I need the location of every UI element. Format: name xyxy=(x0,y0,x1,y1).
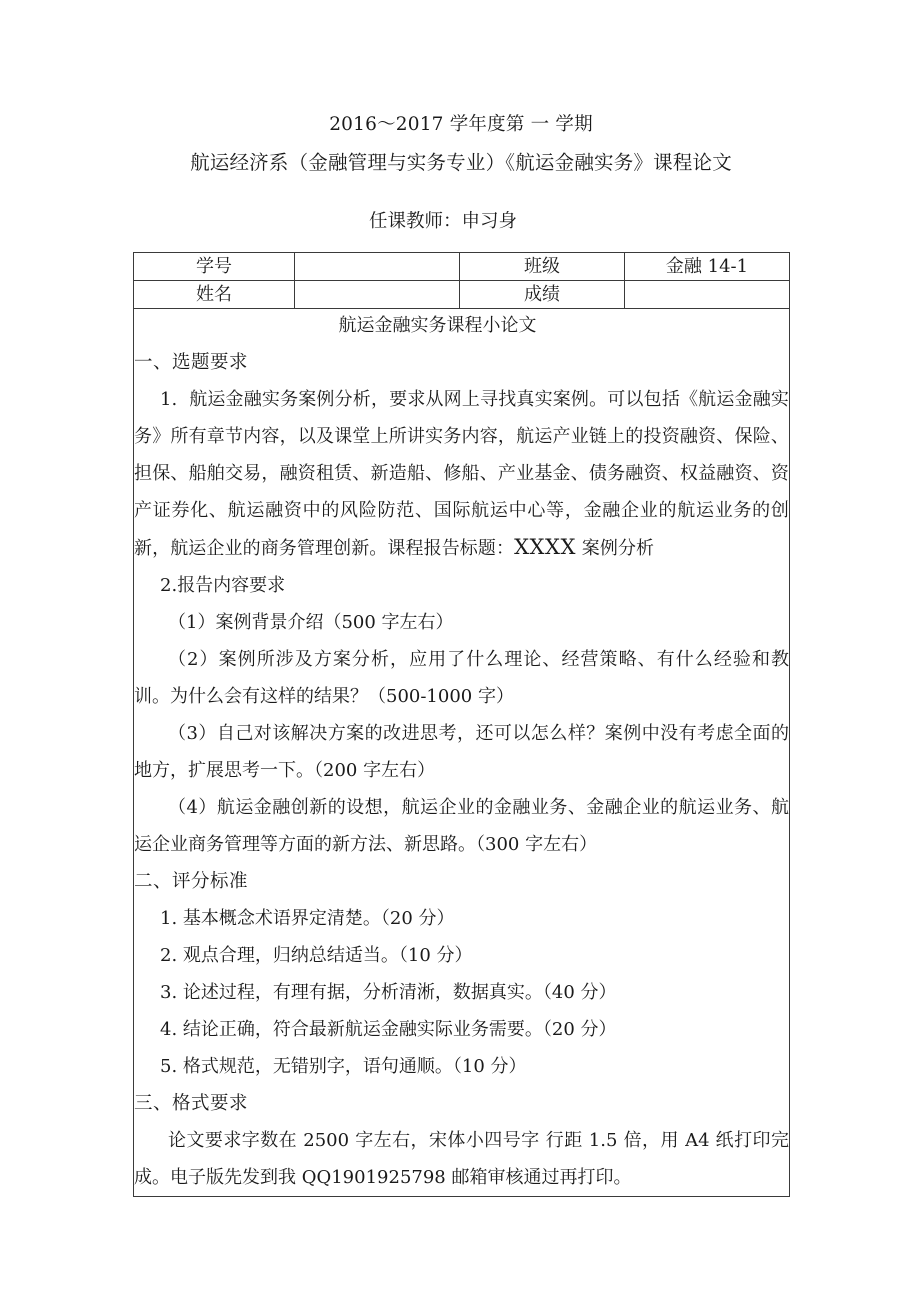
class-label: 班级 xyxy=(460,253,625,281)
report-subitem-2: （2）案例所涉及方案分析，应用了什么理论、经营策略、有什么经验和教训。为什么会有这样的结果？（500-1000 字） xyxy=(134,649,789,707)
assignment-subtitle: 航运金融实务课程小论文 xyxy=(338,315,537,336)
score-label: 成绩 xyxy=(460,281,625,309)
teacher-line: 任课教师：申习身 xyxy=(368,211,517,232)
table-row xyxy=(134,281,790,309)
criteria-item-4: 4. 结论正确，符合最新航运金融实际业务需要。（20 分） xyxy=(160,1019,617,1040)
student-name-label: 姓名 xyxy=(134,281,295,309)
section-heading-format-requirements: 三、格式要求 xyxy=(134,1093,249,1114)
student-id-label: 学号 xyxy=(134,253,295,281)
assignment-table xyxy=(133,252,790,1197)
document-header xyxy=(133,106,789,240)
item-text-2: 报告内容要求 xyxy=(177,575,286,596)
assignment-body-cell xyxy=(134,309,790,1197)
score-value[interactable] xyxy=(625,281,790,309)
criteria-item-2: 2. 观点合理，归纳总结适当。（10 分） xyxy=(160,945,473,966)
item-number-1: 1. xyxy=(160,389,178,410)
report-content-heading xyxy=(134,567,789,604)
term-line: 2016～2017 学年度第 一 学期 xyxy=(329,114,593,135)
topic-requirement-item-1 xyxy=(134,381,789,567)
student-name-value[interactable] xyxy=(295,281,460,309)
criteria-item-1: 1. 基本概念术语界定清楚。（20 分） xyxy=(160,908,455,929)
report-subitem-4: （4）航运金融创新的设想，航运企业的金融业务、金融企业的航运业务、航运企业商务管理等方面的新方法、新思路。（300 字左右） xyxy=(134,797,789,855)
item-text-1: 航运金融实务案例分析，要求从网上寻找真实案例。可以包括《航运金融实务》所有章节内容，以及课堂上所讲实务内容，航运产业链上的投资融资、保险、担保、船舶交易，融资租赁、新造船、修船、产业基金、债务融资、权益融资、资产证券化、航运融资中的风险防范、国际航运中心等，金融企业的航运业务的创新，航运企业的商务管理创新。课程报告标题： xyxy=(134,389,789,559)
report-subitem-1: （1）案例背景介绍（500 字左右） xyxy=(168,612,454,633)
table-row xyxy=(134,253,790,281)
course-title-line: 航运经济系（金融管理与实务专业）《航运金融实务》课程论文 xyxy=(190,151,732,174)
format-requirement-text: 论文要求字数在 2500 字左右，宋体小四号字 行距 1.5 倍，用 A4 纸打印完成。电子版先发到我 QQ1901925798 邮箱审核通过再打印。 xyxy=(134,1130,789,1188)
title-placeholder: XXXX xyxy=(514,535,576,559)
item-text-1-tail: 案例分析 xyxy=(581,538,655,559)
item-number-2: 2. xyxy=(160,575,178,596)
section-heading-topic-requirements: 一、选题要求 xyxy=(134,352,249,373)
class-value[interactable]: 金融 14-1 xyxy=(625,253,790,281)
criteria-item-3: 3. 论述过程，有理有据，分析清淅，数据真实。（40 分） xyxy=(160,982,617,1003)
student-id-value[interactable] xyxy=(295,253,460,281)
report-subitem-3: （3）自己对该解决方案的改进思考，还可以怎么样？案例中没有考虑全面的地方，扩展思考一下。（200 字左右） xyxy=(134,723,789,781)
table-row xyxy=(134,309,790,1197)
criteria-item-5: 5. 格式规范，无错别字，语句通顺。（10 分） xyxy=(160,1056,527,1077)
section-heading-grading-criteria: 二、评分标准 xyxy=(134,871,249,892)
